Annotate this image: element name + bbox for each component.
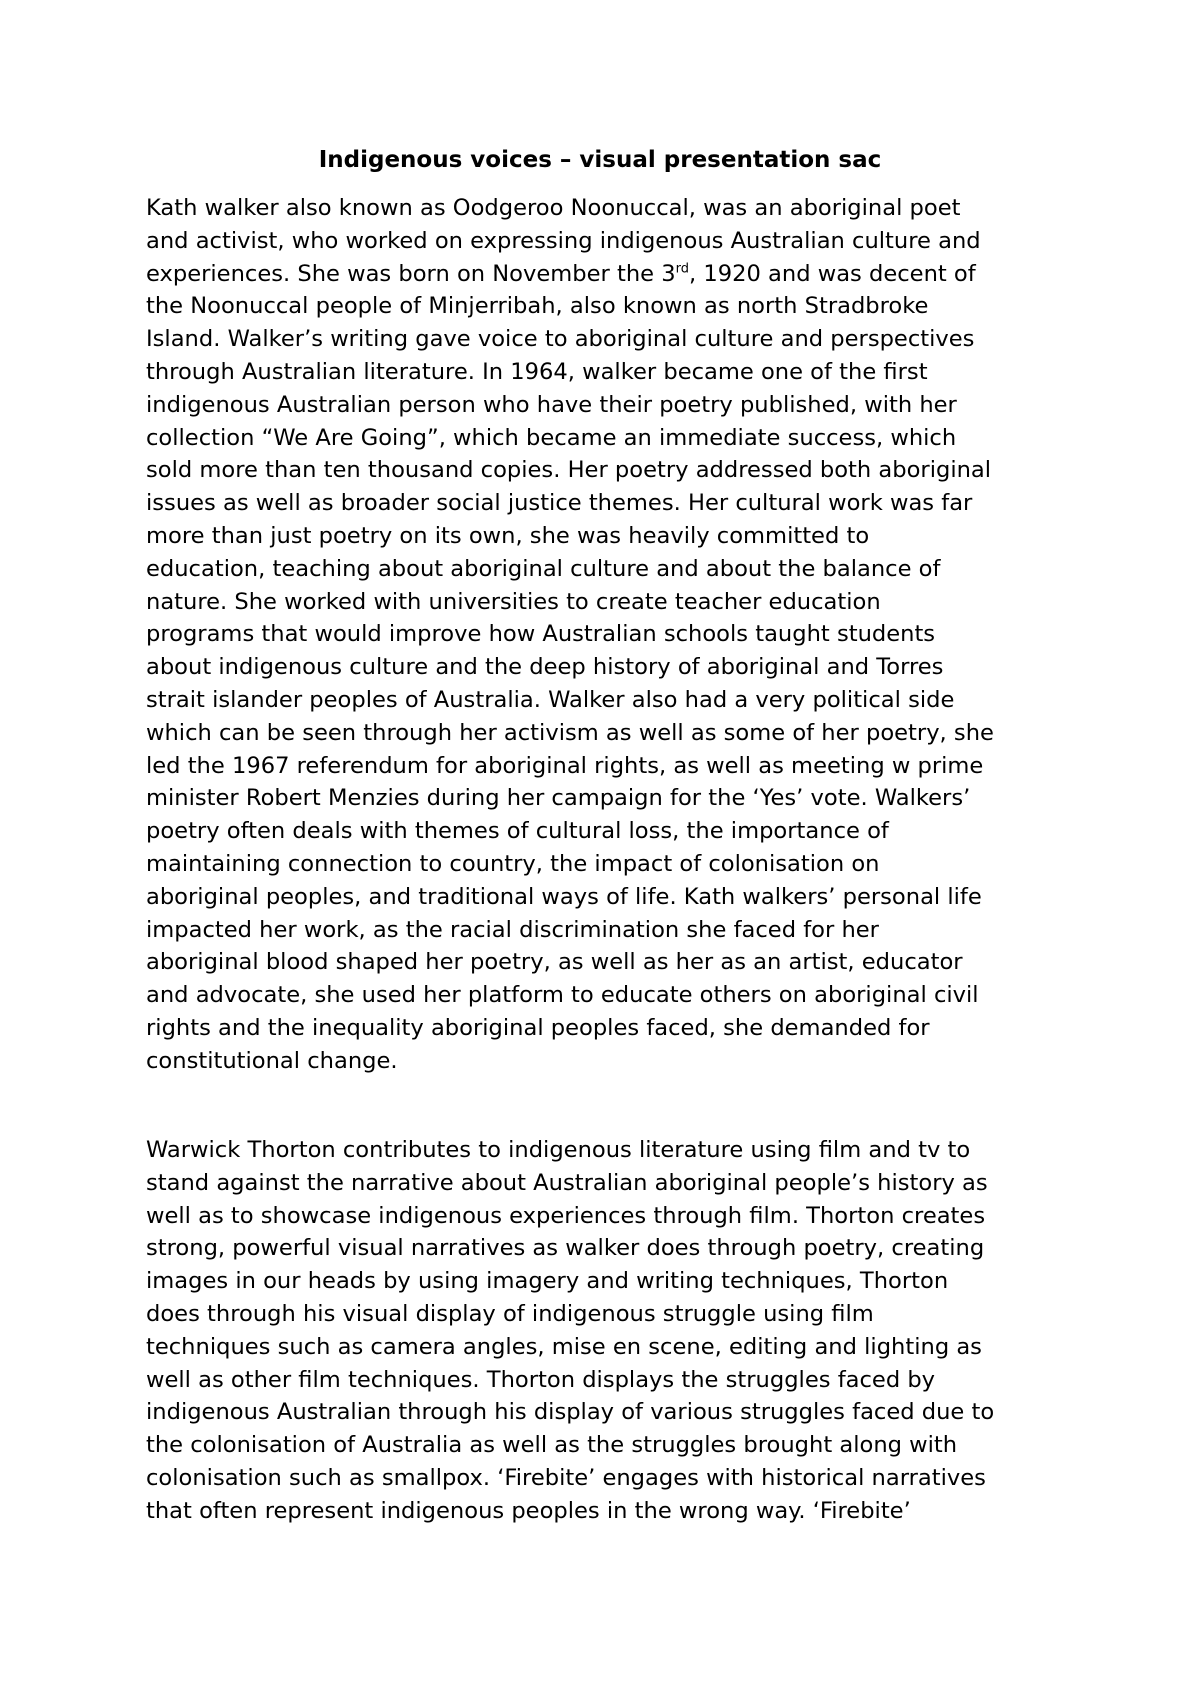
text-line: aboriginal peoples, and traditional ways of life. Kath walkers’ personal life: [146, 883, 982, 910]
text-line: strong, powerful visual narratives as walker does through poetry, creating: [146, 1235, 985, 1262]
text-line: sold more than ten thousand copies. Her poetry addressed both aboriginal: [146, 457, 992, 484]
text-line: about indigenous culture and the deep history of aboriginal and Torres: [146, 654, 944, 681]
text-line: poetry often deals with themes of cultural loss, the importance of: [146, 818, 889, 845]
text-line: maintaining connection to country, the impact of colonisation on: [146, 850, 880, 877]
superscript-ordinal: rd: [675, 261, 689, 277]
text-line: indigenous Australian person who have their poetry published, with her: [146, 391, 957, 418]
text-line: issues as well as broader social justice themes. Her cultural work was far: [146, 490, 973, 517]
text-line: impacted her work, as the racial discrimination she faced for her: [146, 916, 879, 943]
text-line: images in our heads by using imagery and writing techniques, Thorton: [146, 1268, 949, 1295]
text-line: more than just poetry on its own, she was heavily committed to: [146, 522, 870, 549]
text-line-end: , 1920 and was decent of: [689, 260, 976, 287]
text-line: education, teaching about aboriginal culture and about the balance of: [146, 555, 941, 582]
text-line: led the 1967 referendum for aboriginal rights, as well as meeting w prime: [146, 752, 984, 779]
text-line: the Noonuccal people of Minjerribah, also known as north Stradbroke: [146, 293, 929, 320]
text-line: does through his visual display of indigenous struggle using film: [146, 1300, 874, 1327]
text-line: that often represent indigenous peoples in the wrong way. ‘Firebite’: [146, 1497, 911, 1524]
document-title: Indigenous voices – visual presentation sac: [318, 147, 882, 173]
text-line: and activist, who worked on expressing indigenous Australian culture and: [146, 227, 981, 254]
text-line: minister Robert Menzies during her campaign for the ‘Yes’ vote. Walkers’: [146, 785, 971, 812]
text-line: through Australian literature. In 1964, walker became one of the first: [146, 358, 928, 385]
text-line: well as other film techniques. Thorton displays the struggles faced by: [146, 1366, 936, 1393]
paragraph-warwick-thorton: [146, 1134, 1076, 1528]
text-line: rights and the inequality aboriginal peoples faced, she demanded for: [146, 1014, 930, 1041]
text-line: constitutional change.: [146, 1047, 398, 1074]
text-line: which can be seen through her activism as well as some of her poetry, she: [146, 719, 994, 746]
text-line: Kath walker also known as Oodgeroo Noonuccal, was an aboriginal poet: [146, 195, 961, 221]
text-line-start: experiences. She was born on November the 3: [146, 260, 676, 287]
text-line: strait islander peoples of Australia. Walker also had a very political side: [146, 686, 955, 713]
text-line: the colonisation of Australia as well as the struggles brought along with: [146, 1432, 958, 1459]
text-line: collection “We Are Going”, which became an immediate success, which: [146, 424, 957, 451]
text-line: indigenous Australian through his display of various struggles faced due to: [146, 1399, 995, 1426]
paragraph-kath-walker: [146, 192, 1076, 1078]
text-line: stand against the narrative about Australian aboriginal people’s history as: [146, 1169, 988, 1196]
text-line: Island. Walker’s writing gave voice to aboriginal culture and perspectives: [146, 326, 975, 353]
text-line: and advocate, she used her platform to educate others on aboriginal civil: [146, 982, 979, 1009]
text-line: well as to showcase indigenous experiences through film. Thorton creates: [146, 1202, 986, 1229]
text-line: programs that would improve how Australian schools taught students: [146, 621, 936, 648]
text-line: colonisation such as smallpox. ‘Firebite’ engages with historical narratives: [146, 1464, 986, 1491]
text-line: aboriginal blood shaped her poetry, as well as her as an artist, educator: [146, 949, 963, 976]
text-line: [146, 258, 1076, 291]
text-line: techniques such as camera angles, mise en scene, editing and lighting as: [146, 1333, 982, 1360]
text-line: Warwick Thorton contributes to indigenous literature using film and tv to: [146, 1137, 971, 1163]
text-line: nature. She worked with universities to create teacher education: [146, 588, 881, 615]
